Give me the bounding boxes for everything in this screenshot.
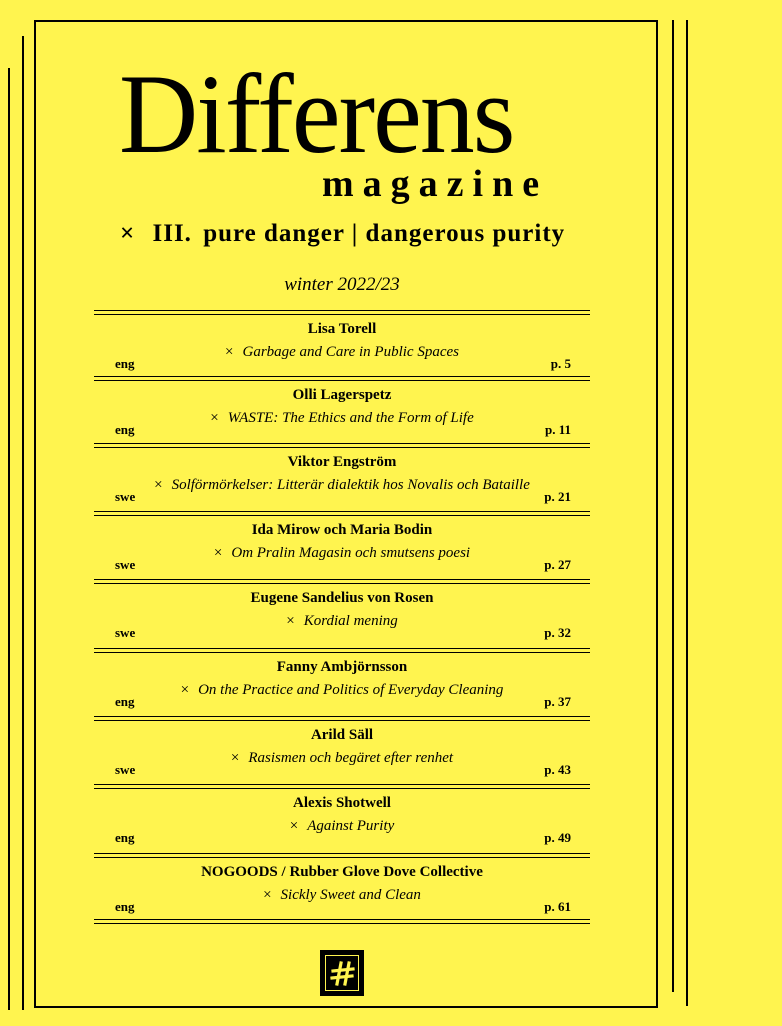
entry-marker: × <box>225 344 234 360</box>
entry-author: NOGOODS / Rubber Glove Dove Collective <box>201 864 483 880</box>
entry-language: eng <box>115 356 135 371</box>
entry-page: p. 27 <box>544 557 571 572</box>
entry-language: swe <box>115 625 136 640</box>
entry-title-text: Sickly Sweet and Clean <box>280 887 421 903</box>
toc-entry <box>94 864 590 924</box>
entry-title-text: Against Purity <box>307 818 395 834</box>
entry-marker: × <box>210 410 219 426</box>
entry-language: swe <box>115 762 136 777</box>
entry-title <box>94 750 590 767</box>
entry-language: eng <box>115 694 135 709</box>
entry-page: p. 5 <box>550 356 571 371</box>
entry-language: eng <box>115 830 135 845</box>
entry-marker: × <box>230 750 240 766</box>
entry-title-text: Garbage and Care in Public Spaces <box>242 344 459 360</box>
entry-marker: × <box>263 887 272 903</box>
entry-page: p. 11 <box>544 422 571 437</box>
issue-number: III. <box>152 220 192 247</box>
entry-title <box>94 344 590 361</box>
entry-page: p. 21 <box>544 489 571 504</box>
entry-author: Olli Lagerspetz <box>292 387 392 403</box>
issue-heading <box>120 220 565 248</box>
magazine-subtitle: magazine <box>322 163 549 205</box>
entry-author: Alexis Shotwell <box>293 795 391 811</box>
entry-page: p. 32 <box>544 625 571 640</box>
magazine-title: Differens <box>119 52 514 177</box>
entry-page: p. 49 <box>544 830 571 845</box>
issue-season: winter 2022/23 <box>284 274 400 295</box>
entry-marker: × <box>286 613 295 629</box>
entry-title <box>94 545 590 562</box>
entry-title <box>94 477 590 494</box>
entry-marker: × <box>180 682 190 698</box>
toc-entry <box>94 387 590 447</box>
divider-rule <box>94 310 590 315</box>
entry-marker: × <box>154 477 163 493</box>
entry-author: Eugene Sandelius von Rosen <box>250 590 434 606</box>
entry-title <box>94 818 590 835</box>
entry-title <box>94 410 590 427</box>
entry-title <box>94 887 590 904</box>
entry-author: Fanny Ambjörnsson <box>276 659 408 675</box>
entry-title-text: Rasismen och begäret efter renhet <box>248 750 454 766</box>
entry-author: Lisa Torell <box>307 321 377 337</box>
entry-author: Arild Säll <box>310 727 374 743</box>
left-outer-line <box>8 68 10 1010</box>
hash-logo-icon <box>320 950 364 996</box>
entry-author: Ida Mirow och Maria Bodin <box>251 522 433 538</box>
entry-marker: × <box>289 818 299 834</box>
entry-page: p. 61 <box>544 899 571 914</box>
entry-author: Viktor Engström <box>287 454 397 470</box>
entry-page: p. 43 <box>544 762 571 777</box>
toc-entry <box>94 795 590 855</box>
entry-title <box>94 682 590 699</box>
entry-language: swe <box>115 489 136 504</box>
entry-title-text: Om Pralin Magasin och smutsens poesi <box>231 545 471 561</box>
entry-language: swe <box>115 557 136 572</box>
entry-page: p. 37 <box>544 694 571 709</box>
toc-entry <box>94 522 590 582</box>
entry-language: eng <box>115 422 135 437</box>
toc-entry <box>94 590 590 650</box>
entry-marker: × <box>213 545 223 561</box>
toc-entry <box>94 454 590 514</box>
entry-title-text: Solförmörkelser: Litterär dialektik hos Novalis och Bataille <box>171 477 530 493</box>
entry-title <box>94 613 590 630</box>
issue-marker: × <box>120 220 136 247</box>
entry-title-text: Kordial mening <box>303 613 398 629</box>
toc-entry <box>94 321 590 381</box>
right-outer-line <box>686 20 688 1006</box>
entry-language: eng <box>115 899 135 914</box>
toc-entry <box>94 659 590 719</box>
issue-theme: pure danger | dangerous purity <box>203 220 566 247</box>
entry-title-text: On the Practice and Politics of Everyday Cleaning <box>198 682 504 698</box>
entry-title-text: WASTE: The Ethics and the Form of Life <box>227 410 474 426</box>
left-inner-line <box>22 36 24 1010</box>
right-inner-line <box>672 20 674 992</box>
toc-entry <box>94 727 590 787</box>
